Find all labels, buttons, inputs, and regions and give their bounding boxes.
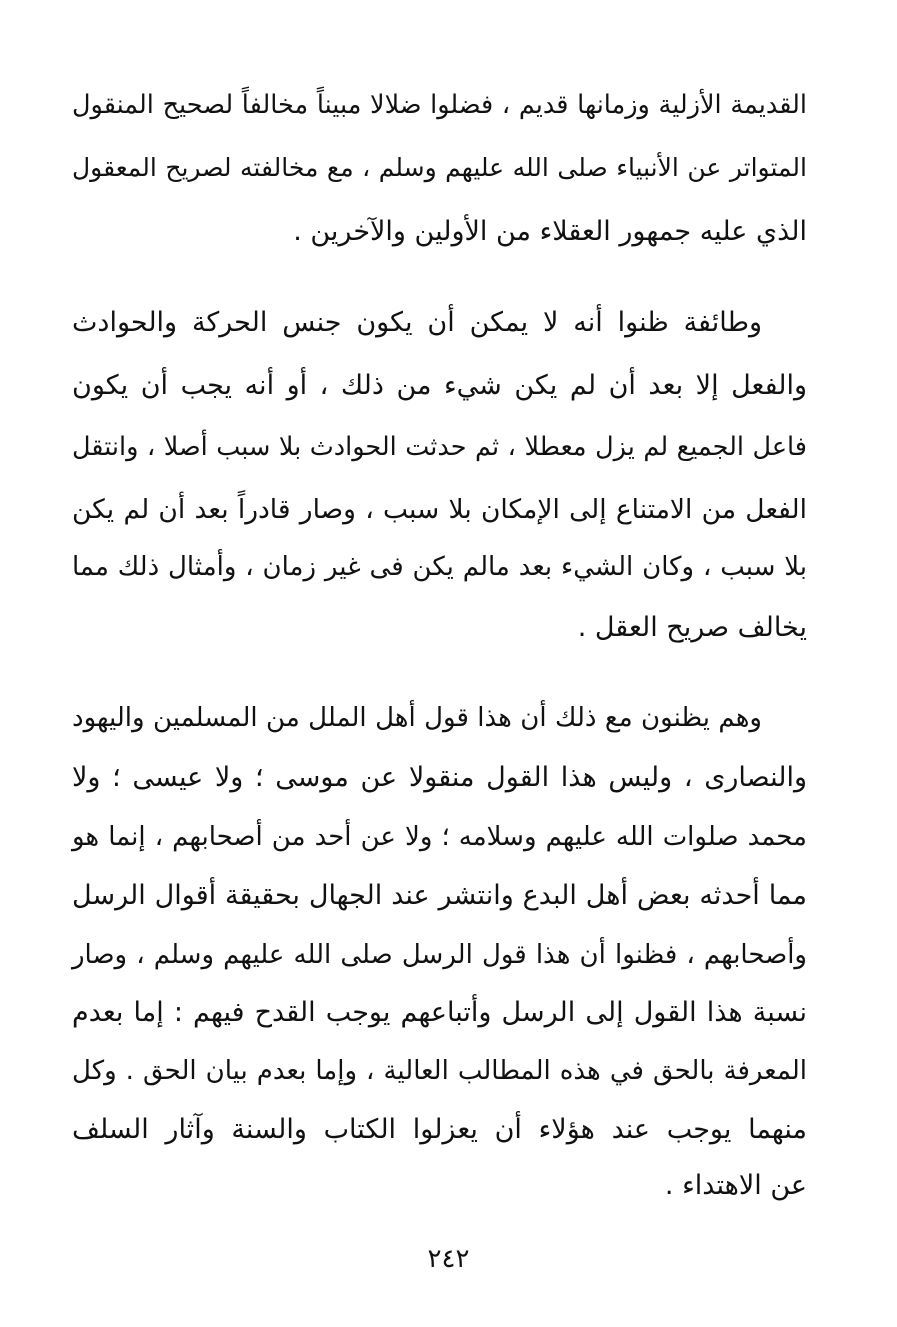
- text-line: فاعل الجميع لم يزل معطلا ، ثم حدثت الحوادث بلا سبب أصلا ، وانتقل: [72, 432, 807, 462]
- text-line: يخالف صريح العقل .: [577, 612, 807, 643]
- page-number: ٢٤٢: [427, 1244, 470, 1274]
- text-line: منهما يوجب عند هؤلاء أن يعزلوا الكتاب والسنة وآثار السلف: [72, 1114, 807, 1145]
- text-line: وهم يظنون مع ذلك أن هذا قول أهل الملل من المسلمين واليهود: [72, 703, 762, 733]
- text-line: وأصحابهم ، فظنوا أن هذا قول الرسل صلى الله عليهم وسلم ، وصار: [72, 940, 807, 970]
- text-line: نسبة هذا القول إلى الرسل وأتباعهم يوجب القدح فيهم : إما بعدم: [72, 997, 807, 1028]
- text-line: محمد صلوات الله عليهم وسلامه ؛ ولا عن أحد من أصحابهم ، إنما هو: [72, 822, 807, 852]
- text-line: والنصارى ، وليس هذا القول منقولا عن موسى ؛ ولا عيسى ؛ ولا: [72, 762, 807, 793]
- text-line: وطائفة ظنوا أنه لا يمكن أن يكون جنس الحركة والحوادث: [72, 307, 762, 338]
- text-line: المعرفة بالحق في هذه المطالب العالية ، وإما بعدم بيان الحق . وكل: [72, 1056, 807, 1086]
- text-line: والفعل إلا بعد أن لم يكن شيء من ذلك ، أو أنه يجب أن يكون: [72, 370, 807, 401]
- text-line: مما أحدثه بعض أهل البدع وانتشر عند الجهال بحقيقة أقوال الرسل: [72, 880, 807, 911]
- text-line: المتواتر عن الأنبياء صلى الله عليهم وسلم ، مع مخالفته لصريح المعقول: [72, 153, 807, 182]
- text-line: الفعل من الامتناع إلى الإمكان بلا سبب ، وصار قادراً بعد أن لم يكن: [72, 494, 807, 525]
- text-line: بلا سبب ، وكان الشيء بعد مالم يكن فى غير زمان ، وأمثال ذلك مما: [72, 552, 807, 582]
- text-line: الذي عليه جمهور العقلاء من الأولين والآخرين .: [293, 216, 807, 247]
- text-line: عن الاهتداء .: [664, 1170, 807, 1201]
- text-line: القديمة الأزلية وزمانها قديم ، فضلوا ضلالا مبيناً مخالفاً لصحيح المنقول: [72, 90, 807, 120]
